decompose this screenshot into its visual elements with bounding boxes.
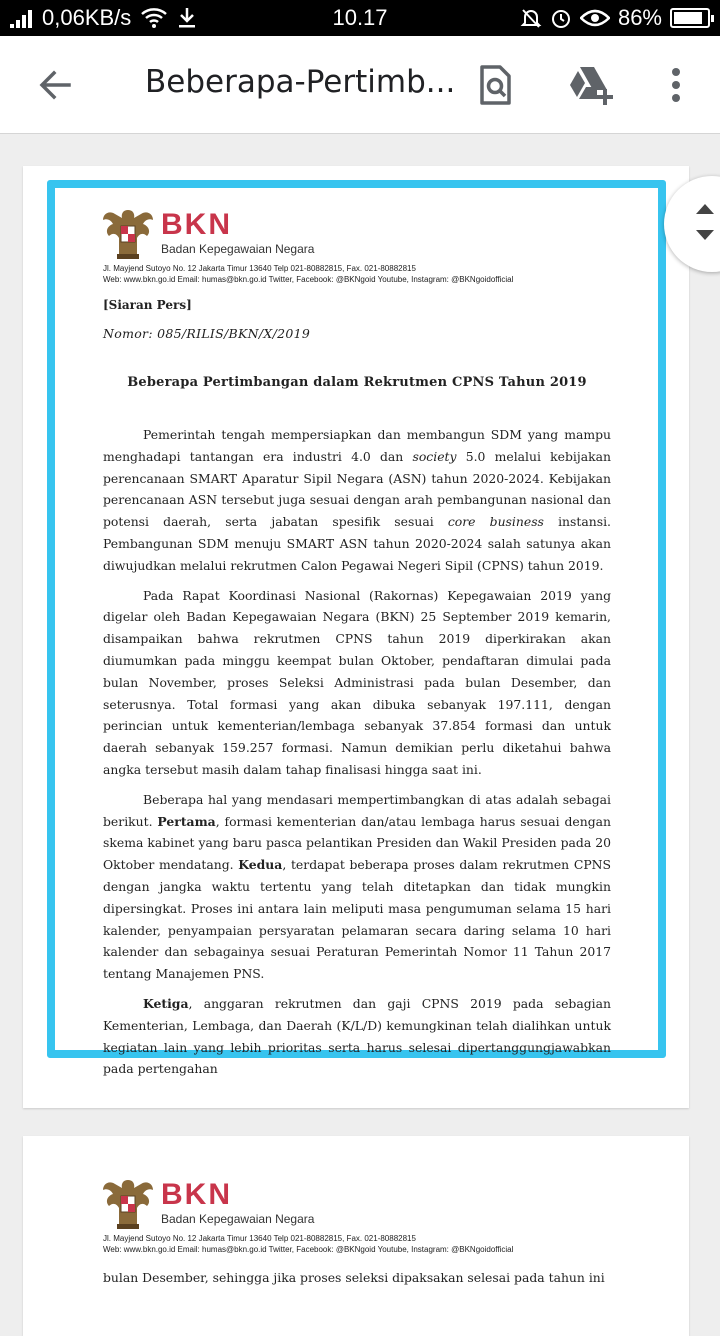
- signal-icon: [10, 8, 32, 28]
- paragraph-3: Beberapa hal yang mendasari mempertimbangkan di atas adalah sebagai berikut. Pertama, formasi kementerian dan/atau lembaga harus sesuai dengan skema kabinet yang baru pasca pelantikan Presiden dan Wakil Presiden pada 20 Oktober mendatang. Kedua, terdapat beberapa proses dalam rekrutmen CPNS dengan jangka waktu tertentu yang telah ditetapkan dan tidak mungkin dipersingkat. Proses ini antara lain meliputi masa pengumuman selama 15 hari kalender, penyampaian persyaratan pelamaran secara daring selama 10 hari kalender dan sebagainya sesuai Peraturan Pemerintah Nomor 11 Tahun 2017 tentang Manajemen PNS.: [103, 791, 611, 982]
- garuda-emblem-icon: [101, 204, 155, 262]
- add-to-drive-button[interactable]: [566, 60, 616, 110]
- eye-icon: [580, 8, 610, 28]
- letterhead-logo: [101, 1174, 314, 1232]
- more-vert-icon: [671, 67, 681, 103]
- back-arrow-icon: [37, 67, 73, 103]
- address-line-2: Web: www.bkn.go.id Email: humas@bkn.go.id Twitter, Facebook: @BKNgoid Youtube, Instagram: @BKNgoidofficial: [103, 1245, 514, 1254]
- letterhead-logo: [101, 204, 314, 262]
- logo-bkn-text: BKN: [161, 208, 232, 241]
- battery-percent: 86%: [617, 5, 662, 30]
- battery-icon: [670, 8, 710, 28]
- paragraph-1: Pemerintah tengah mempersiapkan dan membangun SDM yang mampu menghadapi tantangan era industri 4.0 dan society 5.0 melalui kebijakan perencanaan SMART Aparatur Sipil Negara (ASN) tahun 2020-2024. Kebijakan perencanaan ASN tersebut juga sesuai dengan arah pembangunan nasional dan potensi daerah, serta jabatan spesifik sesuai core business instansi. Pembangunan SDM menuju SMART ASN tahun 2020-2024 salah satunya akan diwujudkan melalui rekrutmen Calon Pegawai Negeri Sipil (CPNS) tahun 2019.: [103, 427, 611, 573]
- release-number: Nomor: 085/RILIS/BKN/X/2019: [103, 326, 311, 341]
- document-title: Beberapa-Pertimb...: [145, 64, 456, 100]
- paragraph-2: Pada Rapat Koordinasi Nasional (Rakornas) Kepegawaian 2019 yang digelar oleh Badan Kepegawaian Negara (BKN) 25 September 2019 kemarin, disampaikan bahwa rekrutmen CPNS tahun 2019 diperkirakan akan diumumkan pada minggu keempat bulan Oktober, pendaftaran dimulai pada bulan November, proses Seleksi Administrasi pada bulan Desember, dan seterusnya. Total formasi yang akan dibuka sebanyak 197.111, dengan perincian untuk kementerian/lembaga sebanyak 37.854 formasi dan untuk daerah sebanyak 159.257 formasi. Namun demikian perlu diketahui bahwa angka tersebut masih dalam tahap finalisasi hingga saat ini.: [103, 587, 611, 777]
- garuda-emblem-icon: [101, 1174, 155, 1232]
- chevron-down-icon: [696, 230, 714, 240]
- paragraph-continued: bulan Desember, sehingga jika proses seleksi dipaksakan selesai pada tahun ini: [103, 1270, 605, 1285]
- document-page-1: [23, 166, 689, 1108]
- chevron-up-icon: [696, 204, 714, 214]
- back-button[interactable]: [30, 60, 80, 110]
- document-heading: Beberapa Pertimbangan dalam Rekrutmen CPNS Tahun 2019: [127, 375, 587, 390]
- find-in-page-icon: [478, 65, 512, 105]
- network-speed: 0,06KB/s: [42, 5, 132, 30]
- add-to-drive-icon: [567, 65, 615, 105]
- wifi-icon: [141, 7, 167, 29]
- logo-bkn-text: BKN: [161, 1178, 232, 1211]
- paragraph-4: Ketiga, anggaran rekrutmen dan gaji CPNS 2019 pada sebagian Kementerian, Lembaga, dan Daerah (K/L/D) kemungkinan telah dialihkan untuk kegiatan lain yang lebih prioritas serta harus selesai dipertanggungjawabkan pada pertengahan: [103, 995, 611, 1077]
- find-in-page-button[interactable]: [470, 60, 520, 110]
- clock: 10.17: [332, 5, 388, 30]
- address-line-2: Web: www.bkn.go.id Email: humas@bkn.go.id Twitter, Facebook: @BKNgoid Youtube, Instagram: @BKNgoidofficial: [103, 275, 514, 284]
- address-line-1: Jl. Mayjend Sutoyo No. 12 Jakarta Timur 13640 Telp 021-80882815, Fax. 021-80882815: [103, 264, 416, 273]
- alarm-icon: [550, 7, 572, 29]
- status-bar: [0, 0, 720, 36]
- address-line-1: Jl. Mayjend Sutoyo No. 12 Jakarta Timur 13640 Telp 021-80882815, Fax. 021-80882815: [103, 1234, 416, 1243]
- more-options-button[interactable]: [651, 60, 701, 110]
- org-name: Badan Kepegawaian Negara: [161, 242, 315, 256]
- document-page-2: [23, 1136, 689, 1336]
- press-label: [Siaran Pers]: [103, 298, 192, 312]
- document-body-page-2: [103, 1267, 611, 1289]
- document-body: [103, 298, 611, 1080]
- app-bar: [0, 36, 720, 134]
- mute-bell-icon: [520, 7, 542, 29]
- battery-fill: [674, 12, 702, 24]
- download-icon: [177, 7, 197, 29]
- org-name: Badan Kepegawaian Negara: [161, 1212, 315, 1226]
